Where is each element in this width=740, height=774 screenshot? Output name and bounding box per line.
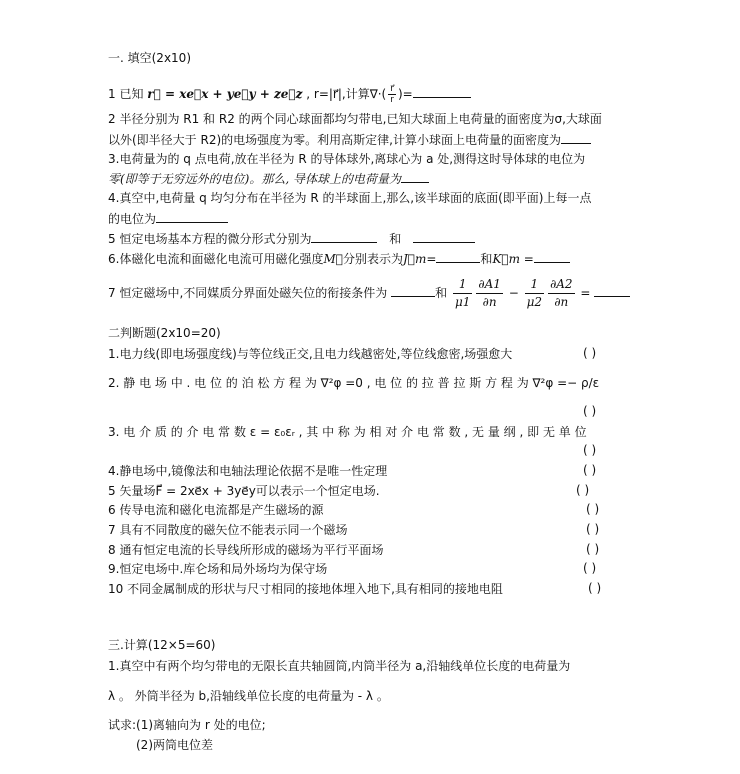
q1-fraction: $\frac{r⃗}{r}$ bbox=[390, 84, 394, 105]
q5-answer-blank-2[interactable] bbox=[413, 230, 475, 243]
q2-answer-blank[interactable] bbox=[561, 131, 591, 144]
q7-answer-blank-1[interactable] bbox=[391, 284, 435, 297]
q4-line1: 4.真空中,电荷量 q 均匀分布在半径为 R 的半球面上,那么,该半球面的底面(即平面)上每一点 bbox=[108, 191, 592, 205]
tf-item-9: 9.恒定电场中.库仑场和局外场均为保守场 bbox=[108, 562, 328, 576]
q7-answer-blank-2[interactable] bbox=[594, 284, 630, 297]
q1-prefix: 1 已知 bbox=[108, 87, 144, 101]
tf-item-7: 7 具有不同散度的磁矢位不能表示同一个磁场 bbox=[108, 523, 348, 537]
q5-answer-blank-1[interactable] bbox=[311, 230, 377, 243]
calc-q1-line1: 1.真空中有两个均匀带电的无限长直共轴圆筒,内筒半径为 a,沿轴线单位长度的电荷量为 bbox=[108, 659, 571, 673]
calc-q1-line2: λ 。 外筒半径为 b,沿轴线单位长度的电荷量为 - λ 。 bbox=[108, 689, 389, 703]
q1-mid: , r=|r⃗|,计算∇·( bbox=[306, 87, 387, 101]
tf-item-3: 3. 电 介 质 的 介 电 常 数 ε = ε₀εᵣ , 其 中 称 为 相 对 介 电 常 数 , 无 量 纲 , 即 无 单 位 bbox=[108, 425, 587, 439]
calc-q1-line4: (2)两筒电位差 bbox=[136, 738, 213, 752]
q6-line: 6.体磁化电流和面磁化电流可用磁化强度M⃗分别表示为J⃗m= 和K⃗m = bbox=[108, 250, 570, 267]
tf-item-8: 8 通有恒定电流的长导线所形成的磁场为平行平面场 bbox=[108, 543, 384, 557]
tf-answer-9[interactable]: ( ) bbox=[583, 561, 597, 575]
q4-line2: 的电位为 bbox=[108, 210, 228, 227]
tf-item-5: 5 矢量场F⃗ = 2xe⃗x + 3ye⃗y可以表示一个恒定电场. bbox=[108, 484, 380, 498]
tf-answer-10[interactable]: ( ) bbox=[588, 581, 602, 595]
tf-answer-8[interactable]: ( ) bbox=[586, 542, 600, 556]
tf-item-4: 4.静电场中,镜像法和电轴法理论依据不是唯一性定理 bbox=[108, 464, 388, 478]
tf-answer-7[interactable]: ( ) bbox=[586, 522, 600, 536]
tf-answer-3[interactable]: ( ) bbox=[583, 443, 597, 457]
tf-answer-4[interactable]: ( ) bbox=[583, 463, 597, 477]
tf-item-2: 2. 静 电 场 中 . 电 位 的 泊 松 方 程 为 ∇²φ =0 , 电 位 的 拉 普 拉 斯 方 程 为 ∇²φ =− ρ/ε bbox=[108, 376, 600, 390]
q2-line1: 2 半径分别为 R1 和 R2 的两个同心球面都均匀带电,已知大球面上电荷量的面密度为σ,大球面 bbox=[108, 112, 602, 126]
q6-answer-blank-1[interactable] bbox=[436, 250, 480, 263]
q6-answer-blank-2[interactable] bbox=[534, 250, 570, 263]
tf-answer-5[interactable]: ( ) bbox=[576, 483, 590, 497]
tf-answer-2[interactable]: ( ) bbox=[583, 404, 597, 418]
q7-frac-1: $\frac{1}{\mu 1}$ bbox=[454, 277, 471, 309]
tf-item-1: 1.电力线(即电场强度线)与等位线正交,且电力线越密处,等位线愈密,场强愈大 bbox=[108, 347, 513, 361]
q1-suffix: )= bbox=[397, 87, 413, 101]
q4-answer-blank[interactable] bbox=[156, 210, 228, 223]
q7-line: 7 恒定磁场中,不同媒质分界面处磁矢位的衔接条件为 和 $\frac{1}{\mu 1}$ $\frac{\partial A1}{\partial n}$ − $\frac{1}{\mu 2}$ $\frac{\partial A2}{\partial n}$ = bbox=[108, 276, 630, 311]
q2-line2: 以外(即半径大于 R2)的电场强度为零。利用高斯定律,计算小球面上电荷量的面密度为 bbox=[108, 131, 591, 148]
q7-frac-3: $\frac{1}{\mu 2}$ bbox=[526, 277, 543, 309]
q3-answer-blank[interactable] bbox=[401, 170, 429, 183]
q7-frac-2: $\frac{\partial A1}{\partial n}$ bbox=[478, 277, 501, 309]
section1-title: 一. 填空(2x10) bbox=[108, 51, 191, 65]
q1-formula: r⃗ = xe⃗x + ye⃗y + ze⃗z bbox=[147, 87, 303, 101]
tf-item-6: 6 传导电流和磁化电流都是产生磁场的源 bbox=[108, 503, 324, 517]
q3-line2: 零(即等于无穷远外的电位)。那么, 导体球上的电荷量为 bbox=[108, 170, 429, 187]
q5-line: 5 恒定电场基本方程的微分形式分别为 和 bbox=[108, 230, 475, 247]
calc-q1-line3: 试求:(1)离轴向为 r 处的电位; bbox=[108, 718, 266, 732]
section3-title: 三.计算(12×5=60) bbox=[108, 638, 216, 652]
q1-line bbox=[108, 84, 471, 105]
section2-title: 二判断题(2x10=20) bbox=[108, 326, 221, 340]
tf-answer-1[interactable]: ( ) bbox=[583, 346, 597, 360]
q3-line1: 3.电荷量为的 q 点电荷,放在半径为 R 的导体球外,离球心为 a 处,测得这时导体球的电位为 bbox=[108, 152, 586, 166]
q7-frac-4: $\frac{\partial A2}{\partial n}$ bbox=[550, 277, 573, 309]
q1-answer-blank[interactable] bbox=[413, 85, 471, 98]
tf-answer-6[interactable]: ( ) bbox=[586, 502, 600, 516]
tf-item-10: 10 不同金属制成的形状与尺寸相同的接地体埋入地下,具有相同的接地电阻 bbox=[108, 582, 503, 596]
